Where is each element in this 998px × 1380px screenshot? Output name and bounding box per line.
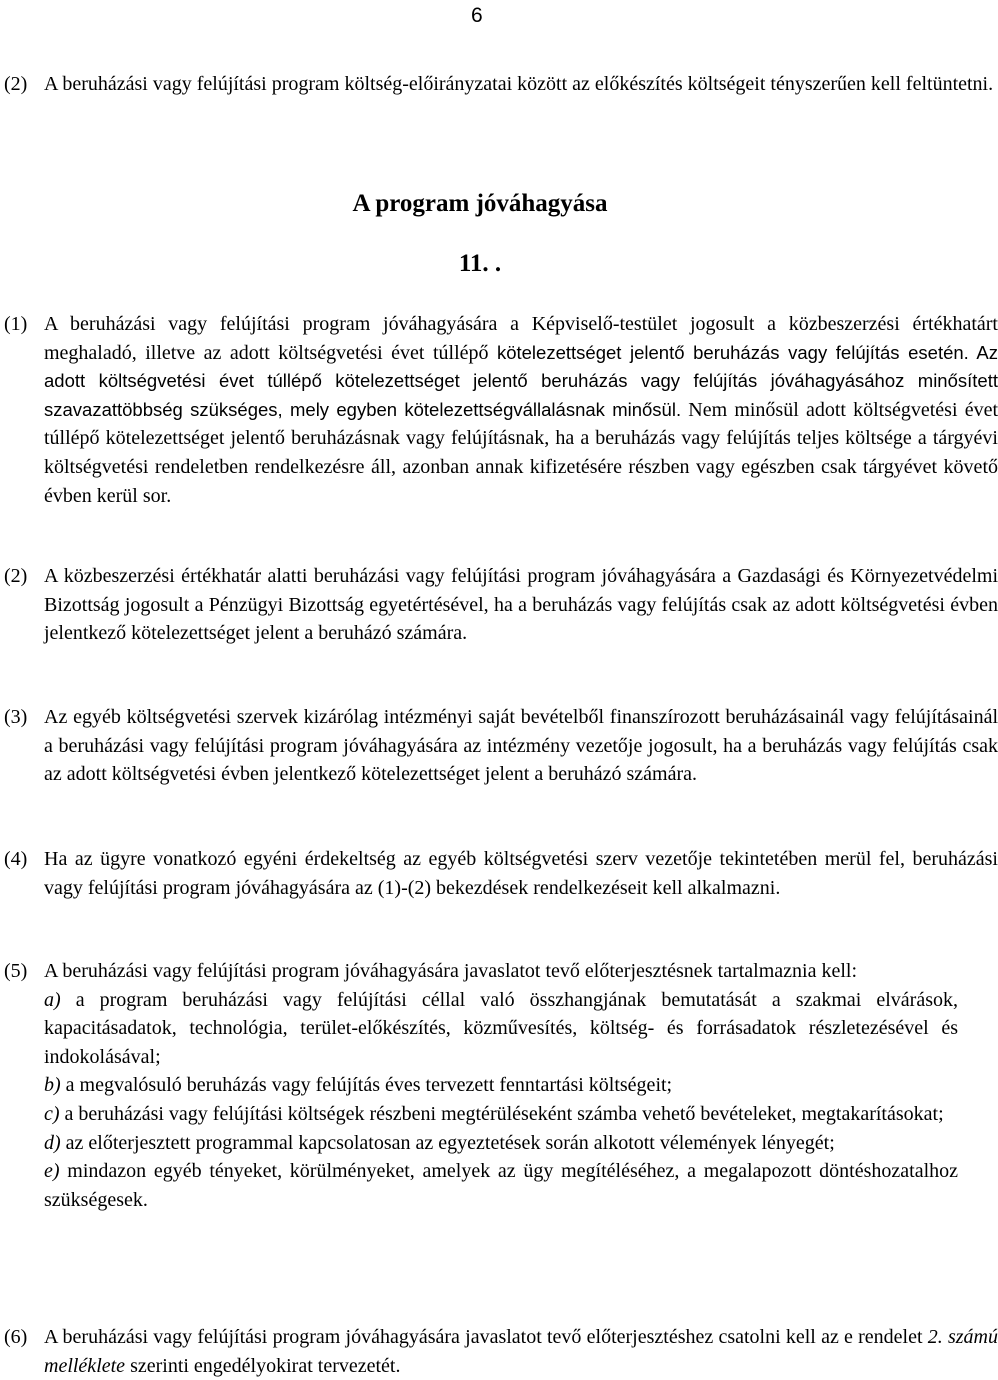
paragraph-2-intro (4, 70, 998, 99)
list-item (4, 1100, 958, 1129)
list-item (4, 1071, 958, 1100)
paragraph-5 (4, 957, 958, 1214)
list-item-label: e) (44, 1160, 60, 1183)
list-item (4, 986, 958, 1072)
list-item (4, 1157, 958, 1214)
paragraph-number: (5) (4, 960, 28, 982)
paragraph-4 (4, 845, 998, 902)
section-number: 11. . (458, 250, 502, 277)
section-title: A program jóváhagyása (352, 190, 608, 217)
paragraph-text: A közbeszerzési értékhatár alatti beruházási vagy felújítási program jóváhagyására a Gazdasági és Környezetvédelmi Bizottság jogosult a Pénzügyi Bizottság egyetértésével, ha a beruházás vagy felújítás csak az adott költségvetési évben jelentkező kötelezettséget jelent a beruházó számára. (44, 565, 998, 645)
paragraph-number: (6) (4, 1326, 28, 1348)
page-number: 6 (471, 4, 483, 27)
paragraph-number: (4) (4, 848, 28, 870)
paragraph-text: Ha az ügyre vonatkozó egyéni érdekeltség az egyéb költségvetési szerv vezetője tekintetében merül fel, beruházási vagy felújítási program jóváhagyására az (1)-(2) bekezdések rendelkezéseit kell alkalmazni. (44, 848, 998, 899)
paragraph-text: A beruházási vagy felújítási program jóváhagyására javaslatot tevő előterjesztésnek tartalmaznia kell: (44, 960, 858, 982)
annex-reference: 2. számú melléklete (44, 1326, 998, 1377)
list-item-text: a megvalósuló beruházás vagy felújítás éves tervezett fenntartási költségeit; (60, 1074, 673, 1097)
paragraph-3 (4, 703, 998, 789)
list-item-text: a program beruházási vagy felújítási céllal való összhangjának bemutatását a szakmai elvárások, kapacitásadatok, technológia, terület-előkészítés, közművesítés, költség- és forrásadatok részletezésével és indokolásával; (44, 988, 958, 1068)
paragraph-1 (4, 310, 998, 510)
list-item-label: a) (44, 988, 61, 1011)
paragraph-2 (4, 562, 998, 648)
paragraph-text-c: szerinti engedélyokirat tervezetét. (125, 1354, 401, 1377)
paragraph-text-a: A beruházási vagy felújítási program jóváhagyására a Képviselő-testület jogosult a közbeszerzési értékhatárt meghaladó, illetve az adott költségvetési évet túllépő (44, 313, 998, 364)
list-item-label: d) (44, 1131, 61, 1154)
paragraph-number: (1) (4, 313, 28, 335)
paragraph-text-a: A beruházási vagy felújítási program jóváhagyására javaslatot tevő előterjesztéshez csatolni kell az e rendelet (44, 1326, 928, 1348)
paragraph-text: A beruházási vagy felújítási program költség-előirányzatai között az előkészítés költségeit tényszerűen kell feltüntetni. (44, 73, 994, 95)
paragraph-text-b: kötelezettséget jelentő beruházás vagy felújítás esetén. (496, 341, 969, 363)
paragraph-text-c: Az adott költségvetési évet túllépő kötelezettséget jelentő beruházás vagy felújítás jóváhagyásához minősített szavazattöbbség szükséges, mely egyben kötelezettségvállalásnak minősül. (44, 341, 998, 420)
list-item-label: b) (44, 1074, 61, 1097)
list-item-text: az előterjesztett programmal kapcsolatosan az egyeztetések során alkotott vélemények lényegét; (60, 1131, 835, 1154)
paragraph-number: (2) (4, 565, 28, 587)
paragraph-6 (4, 1323, 998, 1380)
list-item-text: a beruházási vagy felújítási költségek részbeni megtérüléseként számba vehető bevételeket, megtakarításokat; (59, 1102, 944, 1125)
paragraph-5-intro (4, 957, 958, 986)
list-item-text: mindazon egyéb tényeket, körülményeket, amelyek az ügy megítéléséhez, a megalapozott döntéshozatalhoz szükségesek. (44, 1160, 958, 1211)
paragraph-number: (3) (4, 706, 28, 728)
paragraph-text: Az egyéb költségvetési szervek kizárólag intézményi saját bevételből finanszírozott beruházásainál vagy felújításainál a beruházási vagy felújítási program jóváhagyására az intézmény vezetője jogosult, ha a beruházás vagy felújítás csak az adott költségvetési évben jelentkező kötelezettséget jelent a beruházó számára. (44, 706, 998, 786)
list-item-label: c) (44, 1102, 60, 1125)
paragraph-text-d: Nem minősül adott költségvetési évet túllépő kötelezettséget jelentő beruházásnak vagy felújításnak, ha a beruházás vagy felújítás teljes költsége a tárgyévi költségvetési rendeletben rendelkezésre áll, azonban annak kifizetésére részben vagy egészben csak tárgyévet követő évben kerül sor. (44, 398, 998, 507)
list-item (4, 1129, 958, 1158)
paragraph-number: (2) (4, 73, 28, 95)
